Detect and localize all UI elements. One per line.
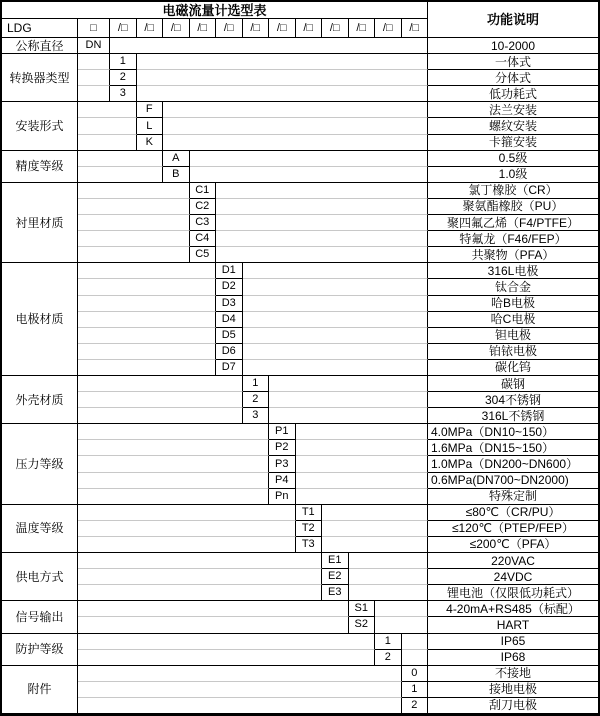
- model-slot-box: /□: [190, 19, 217, 38]
- model-slot-box: /□: [137, 19, 164, 38]
- code-cell: 2: [375, 650, 402, 666]
- model-slot-box: /□: [163, 19, 190, 38]
- spacer-cell: [78, 698, 402, 714]
- description-cell: IP65: [428, 634, 598, 650]
- code-cell: 3: [243, 408, 270, 424]
- spacer-cell: [375, 617, 428, 633]
- spacer-cell: [163, 118, 428, 134]
- description-cell: 1.0级: [428, 167, 598, 183]
- spacer-cell: [243, 296, 429, 312]
- model-slot-box: /□: [269, 19, 296, 38]
- spacer-cell: [349, 569, 429, 585]
- spacer-cell: [78, 634, 375, 650]
- spacer-cell: [269, 392, 428, 408]
- spacer-cell: [78, 215, 190, 231]
- spacer-cell: [216, 215, 428, 231]
- spacer-cell: [78, 617, 349, 633]
- spacer-cell: [216, 247, 428, 263]
- description-cell: 卡箍安装: [428, 135, 598, 151]
- spacer-cell: [243, 312, 429, 328]
- table-title: 电磁流量计选型表: [2, 2, 428, 19]
- spacer-cell: [349, 585, 429, 601]
- category-label: 电极材质: [2, 263, 78, 376]
- spacer-cell: [190, 167, 429, 183]
- code-cell: B: [163, 167, 190, 183]
- model-code: LDG: [2, 19, 78, 38]
- spacer-cell: [78, 344, 216, 360]
- spacer-cell: [296, 424, 429, 440]
- code-cell: C4: [190, 231, 217, 247]
- spacer-cell: [137, 54, 429, 70]
- description-cell: 1.0MPa（DN200~DN600）: [428, 456, 598, 472]
- description-cell: 特氟龙（F46/FEP）: [428, 231, 598, 247]
- description-cell: IP68: [428, 650, 598, 666]
- spacer-cell: [78, 263, 216, 279]
- code-cell: 0: [402, 666, 429, 682]
- code-cell: D1: [216, 263, 243, 279]
- spacer-cell: [78, 505, 296, 521]
- description-cell: 特殊定制: [428, 489, 598, 505]
- spacer-cell: [137, 70, 429, 86]
- spacer-cell: [216, 231, 428, 247]
- code-cell: F: [137, 102, 164, 118]
- model-slot-box: /□: [243, 19, 270, 38]
- description-cell: 4-20mA+RS485（标配）: [428, 601, 598, 617]
- spacer-cell: [78, 537, 296, 553]
- code-cell: 1: [375, 634, 402, 650]
- spacer-cell: [78, 376, 243, 392]
- spacer-cell: [243, 263, 429, 279]
- description-cell: ≤80℃（CR/PU）: [428, 505, 598, 521]
- category-label: 防护等级: [2, 634, 78, 666]
- spacer-cell: [163, 102, 428, 118]
- spacer-cell: [375, 601, 428, 617]
- spacer-cell: [163, 135, 428, 151]
- code-cell: E1: [322, 553, 349, 569]
- description-cell: 316L电极: [428, 263, 598, 279]
- spacer-cell: [78, 521, 296, 537]
- spacer-cell: [78, 440, 269, 456]
- description-cell: 共聚物（PFA）: [428, 247, 598, 263]
- code-cell: 3: [110, 86, 137, 102]
- spacer-cell: [78, 312, 216, 328]
- model-slot-box: /□: [322, 19, 349, 38]
- description-cell: ≤120℃（PTEP/FEP）: [428, 521, 598, 537]
- category-label: 压力等级: [2, 424, 78, 504]
- category-label: 供电方式: [2, 553, 78, 601]
- spacer-cell: [269, 376, 428, 392]
- model-slot-box: /□: [216, 19, 243, 38]
- description-cell: 法兰安装: [428, 102, 598, 118]
- description-cell: 铂铱电极: [428, 344, 598, 360]
- code-cell: T3: [296, 537, 323, 553]
- model-slot-box: /□: [296, 19, 323, 38]
- spacer-cell: [78, 279, 216, 295]
- code-cell: C2: [190, 199, 217, 215]
- category-label: 精度等级: [2, 151, 78, 183]
- spacer-cell: [78, 682, 402, 698]
- code-cell: S1: [349, 601, 376, 617]
- code-cell: D5: [216, 328, 243, 344]
- code-cell: C1: [190, 183, 217, 199]
- category-label: 安装形式: [2, 102, 78, 150]
- description-cell: 哈C电极: [428, 312, 598, 328]
- description-cell: 碳钢: [428, 376, 598, 392]
- spacer-cell: [78, 247, 190, 263]
- code-cell: 2: [243, 392, 270, 408]
- description-cell: HART: [428, 617, 598, 633]
- spacer-cell: [296, 489, 429, 505]
- code-cell: D6: [216, 344, 243, 360]
- code-cell: K: [137, 135, 164, 151]
- spacer-cell: [190, 151, 429, 167]
- spacer-cell: [78, 199, 190, 215]
- description-cell: 24VDC: [428, 569, 598, 585]
- spacer-cell: [322, 537, 428, 553]
- spacer-cell: [78, 585, 322, 601]
- spacer-cell: [78, 86, 110, 102]
- description-cell: 螺纹安装: [428, 118, 598, 134]
- category-label: 外壳材质: [2, 376, 78, 424]
- code-cell: 1: [243, 376, 270, 392]
- description-cell: 聚四氟乙烯（F4/PTFE）: [428, 215, 598, 231]
- description-cell: 钽电极: [428, 328, 598, 344]
- code-cell: D2: [216, 279, 243, 295]
- description-cell: 4.0MPa（DN10~150）: [428, 424, 598, 440]
- spacer-cell: [243, 360, 429, 376]
- spacer-cell: [269, 408, 428, 424]
- spacer-cell: [296, 456, 429, 472]
- spacer-cell: [78, 183, 190, 199]
- description-cell: 接地电极: [428, 682, 598, 698]
- code-cell: C5: [190, 247, 217, 263]
- spacer-cell: [78, 650, 375, 666]
- category-label: 公称直径: [2, 38, 78, 54]
- code-cell: D7: [216, 360, 243, 376]
- code-cell: 2: [110, 70, 137, 86]
- code-cell: P1: [269, 424, 296, 440]
- spacer-cell: [78, 118, 137, 134]
- spacer-cell: [78, 456, 269, 472]
- code-cell: C3: [190, 215, 217, 231]
- code-cell: T1: [296, 505, 323, 521]
- function-column-header: 功能说明: [428, 2, 598, 38]
- description-cell: 10-2000: [428, 38, 598, 54]
- code-cell: P3: [269, 456, 296, 472]
- spacer-cell: [78, 54, 110, 70]
- code-cell: T2: [296, 521, 323, 537]
- spacer-cell: [78, 102, 137, 118]
- spacer-cell: [296, 473, 429, 489]
- code-cell: L: [137, 118, 164, 134]
- spacer-cell: [402, 650, 429, 666]
- code-cell: A: [163, 151, 190, 167]
- spacer-cell: [78, 408, 243, 424]
- description-cell: 低功耗式: [428, 86, 598, 102]
- description-cell: 刮刀电极: [428, 698, 598, 714]
- code-cell: D4: [216, 312, 243, 328]
- category-label: 衬里材质: [2, 183, 78, 263]
- spacer-cell: [137, 86, 429, 102]
- spacer-cell: [243, 344, 429, 360]
- spacer-cell: [78, 666, 402, 682]
- spacer-cell: [216, 199, 428, 215]
- category-label: 转换器类型: [2, 54, 78, 102]
- model-slot-box: /□: [375, 19, 402, 38]
- spacer-cell: [78, 392, 243, 408]
- code-cell: S2: [349, 617, 376, 633]
- spacer-cell: [78, 151, 163, 167]
- spacer-cell: [78, 135, 137, 151]
- spacer-cell: [78, 569, 322, 585]
- spacer-cell: [78, 473, 269, 489]
- code-cell: 2: [402, 698, 429, 714]
- description-cell: 碳化钨: [428, 360, 598, 376]
- description-cell: 0.6MPa(DN700~DN2000): [428, 473, 598, 489]
- code-cell: 1: [110, 54, 137, 70]
- description-cell: 1.6MPa（DN15~150）: [428, 440, 598, 456]
- description-cell: 304不锈钢: [428, 392, 598, 408]
- code-cell: P4: [269, 473, 296, 489]
- spacer-cell: [78, 70, 110, 86]
- spacer-cell: [322, 505, 428, 521]
- model-slot-box: /□: [110, 19, 137, 38]
- spacer-cell: [296, 440, 429, 456]
- model-digit-box: □: [78, 19, 110, 38]
- spacer-cell: [243, 279, 429, 295]
- spacer-cell: [78, 553, 322, 569]
- description-cell: ≤200℃（PFA）: [428, 537, 598, 553]
- description-cell: 分体式: [428, 70, 598, 86]
- category-label: 附件: [2, 666, 78, 714]
- spacer-cell: [349, 553, 429, 569]
- spacer-cell: [78, 360, 216, 376]
- category-label: 信号输出: [2, 601, 78, 633]
- spacer-cell: [216, 183, 428, 199]
- description-cell: 一体式: [428, 54, 598, 70]
- description-cell: 氯丁橡胶（CR）: [428, 183, 598, 199]
- code-cell: 1: [402, 682, 429, 698]
- description-cell: 哈B电极: [428, 296, 598, 312]
- description-cell: 聚氨酯橡胶（PU）: [428, 199, 598, 215]
- code-cell: D3: [216, 296, 243, 312]
- description-cell: 锂电池（仅限低功耗式）: [428, 585, 598, 601]
- model-slot-box: /□: [402, 19, 429, 38]
- spacer-cell: [110, 38, 428, 54]
- spacer-cell: [78, 296, 216, 312]
- category-label: 温度等级: [2, 505, 78, 553]
- spacer-cell: [78, 231, 190, 247]
- spacer-cell: [78, 489, 269, 505]
- code-cell: E2: [322, 569, 349, 585]
- spacer-cell: [78, 601, 349, 617]
- spacer-cell: [322, 521, 428, 537]
- spacer-cell: [243, 328, 429, 344]
- spacer-cell: [78, 167, 163, 183]
- description-cell: 220VAC: [428, 553, 598, 569]
- spacer-cell: [78, 328, 216, 344]
- code-cell: Pn: [269, 489, 296, 505]
- spacer-cell: [78, 424, 269, 440]
- model-slot-box: /□: [349, 19, 376, 38]
- description-cell: 0.5级: [428, 151, 598, 167]
- spacer-cell: [402, 634, 429, 650]
- description-cell: 不接地: [428, 666, 598, 682]
- description-cell: 316L不锈钢: [428, 408, 598, 424]
- code-cell: DN: [78, 38, 110, 54]
- code-cell: P2: [269, 440, 296, 456]
- description-cell: 钛合金: [428, 279, 598, 295]
- code-cell: E3: [322, 585, 349, 601]
